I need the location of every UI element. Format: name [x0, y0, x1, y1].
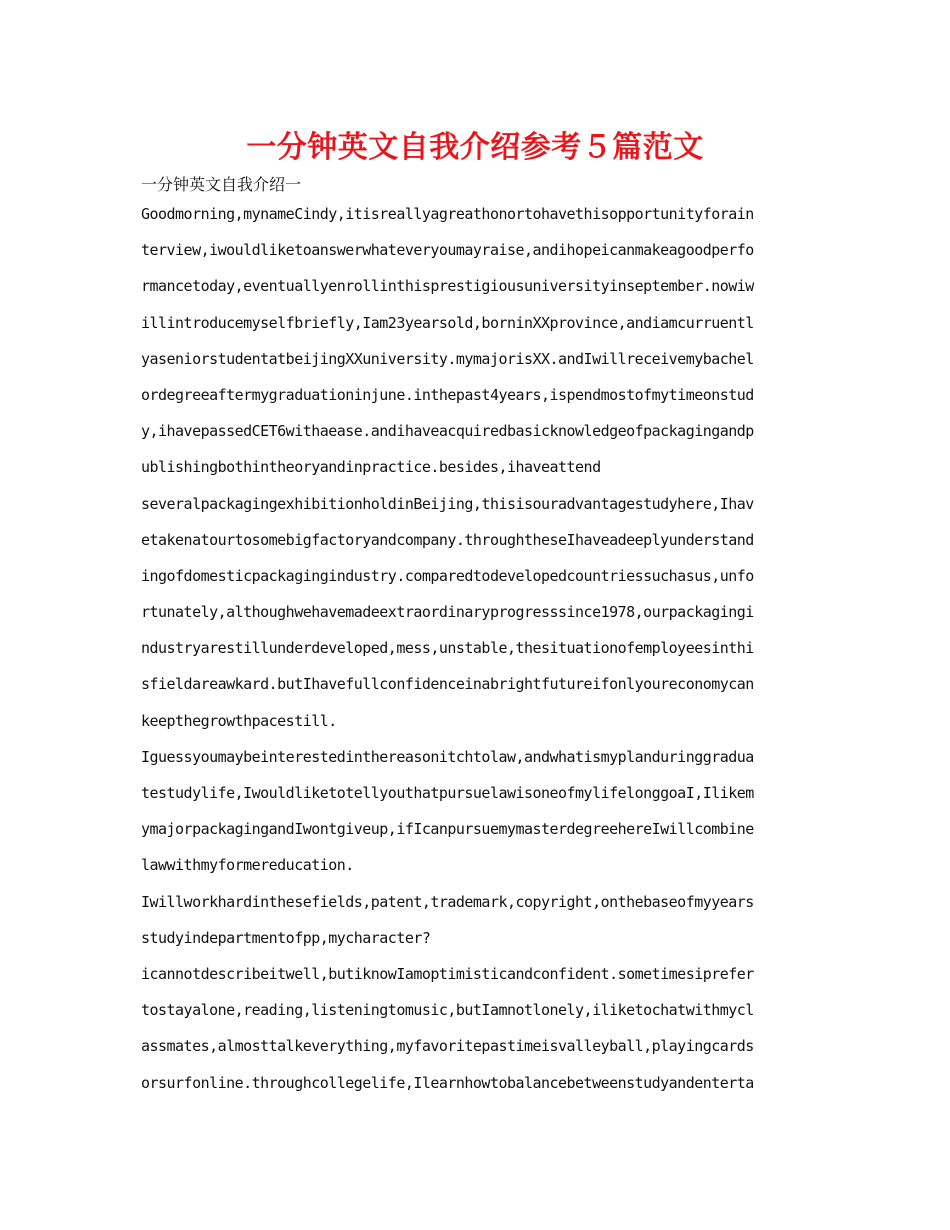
text-line: icannotdescribeitwell,butiknowIamoptimisticandconfident.sometimesiprefer [141, 964, 754, 983]
text-line: ordegreeaftermygraduationinjune.inthepast4years,ispendmostofmytimeonstud [141, 385, 754, 404]
section-heading: 一分钟英文自我介绍一 [141, 175, 302, 194]
text-line: Goodmorning,mynameCindy,itisreallyagreathonortohavethisopportunityforain [141, 205, 754, 223]
text-line: orsurfonline.throughcollegelife,Ilearnhowtobalancebetweenstudyandenterta [141, 1073, 754, 1092]
text-line: tostayalone,reading,listeningtomusic,butIamnotlonely,iliketochatwithmycl [141, 1001, 754, 1020]
text-line: Iwillworkhardinthesefields,patent,trademark,copyright,onthebaseofmyyears [141, 892, 754, 911]
document-title: 一分钟英文自我介绍参考５篇范文 [246, 130, 704, 165]
text-line: ublishingbothintheoryandinpractice.besides,ihaveattend [141, 458, 601, 477]
text-line: ndustryarestillunderdeveloped,mess,unstable,thesituationofemployeesinthi [141, 639, 754, 658]
text-line: studyindepartmentofpp,mycharacter? [141, 928, 431, 947]
text-line: yaseniorstudentatbeijingXXuniversity.mymajorisXX.andIwillreceivemybachel [141, 349, 754, 368]
text-line: illintroducemyselfbriefly,Iam23yearsold,borninXXprovince,andiamcurruentl [141, 313, 754, 332]
text-line: rtunately,althoughwehavemadeextraordinaryprogresssince1978,ourpackagingi [141, 603, 754, 622]
text-line: assmates,almosttalkeverything,myfavoritepastimeisvalleyball,playingcards [141, 1037, 754, 1056]
text-line: keepthegrowthpacestill. [141, 711, 337, 730]
text-line: y,ihavepassedCET6withaease.andihaveacquiredbasicknowledgeofpackagingandp [141, 422, 754, 441]
text-line: testudylife,IwouldliketotellyouthatpursuelawisoneofmylifelonggoaI,Ilikem [141, 784, 754, 802]
text-line: sfieldareawkard.butIhavefullconfidenceinabrightfutureifonlyoureconomycan [141, 675, 754, 694]
text-line: Iguessyoumaybeinterestedinthereasonitchtolaw,andwhatismyplanduringgradua [141, 747, 754, 766]
text-line: severalpackagingexhibitionholdinBeijing,thisisouradvantagestudyhere,Ihav [141, 494, 754, 513]
text-line: ymajorpackagingandIwontgiveup,ifIcanpursuemymasterdegreehereIwillcombine [141, 820, 754, 839]
body-text [141, 196, 811, 1101]
text-line: ingofdomesticpackagingindustry.comparedtodevelopedcountriessuchasus,unfo [141, 566, 754, 585]
text-line: etakenatourtosomebigfactoryandcompany.throughtheseIhaveadeeplyunderstand [141, 530, 754, 549]
text-line: terview,iwouldliketoanswerwhateveryoumayraise,andihopeicanmakeagoodperfo [141, 241, 754, 260]
text-line: lawwithmyformereducation. [141, 856, 354, 875]
text-line: rmancetoday,eventuallyenrollinthisprestigiousuniversityinseptember.nowiw [141, 277, 754, 296]
